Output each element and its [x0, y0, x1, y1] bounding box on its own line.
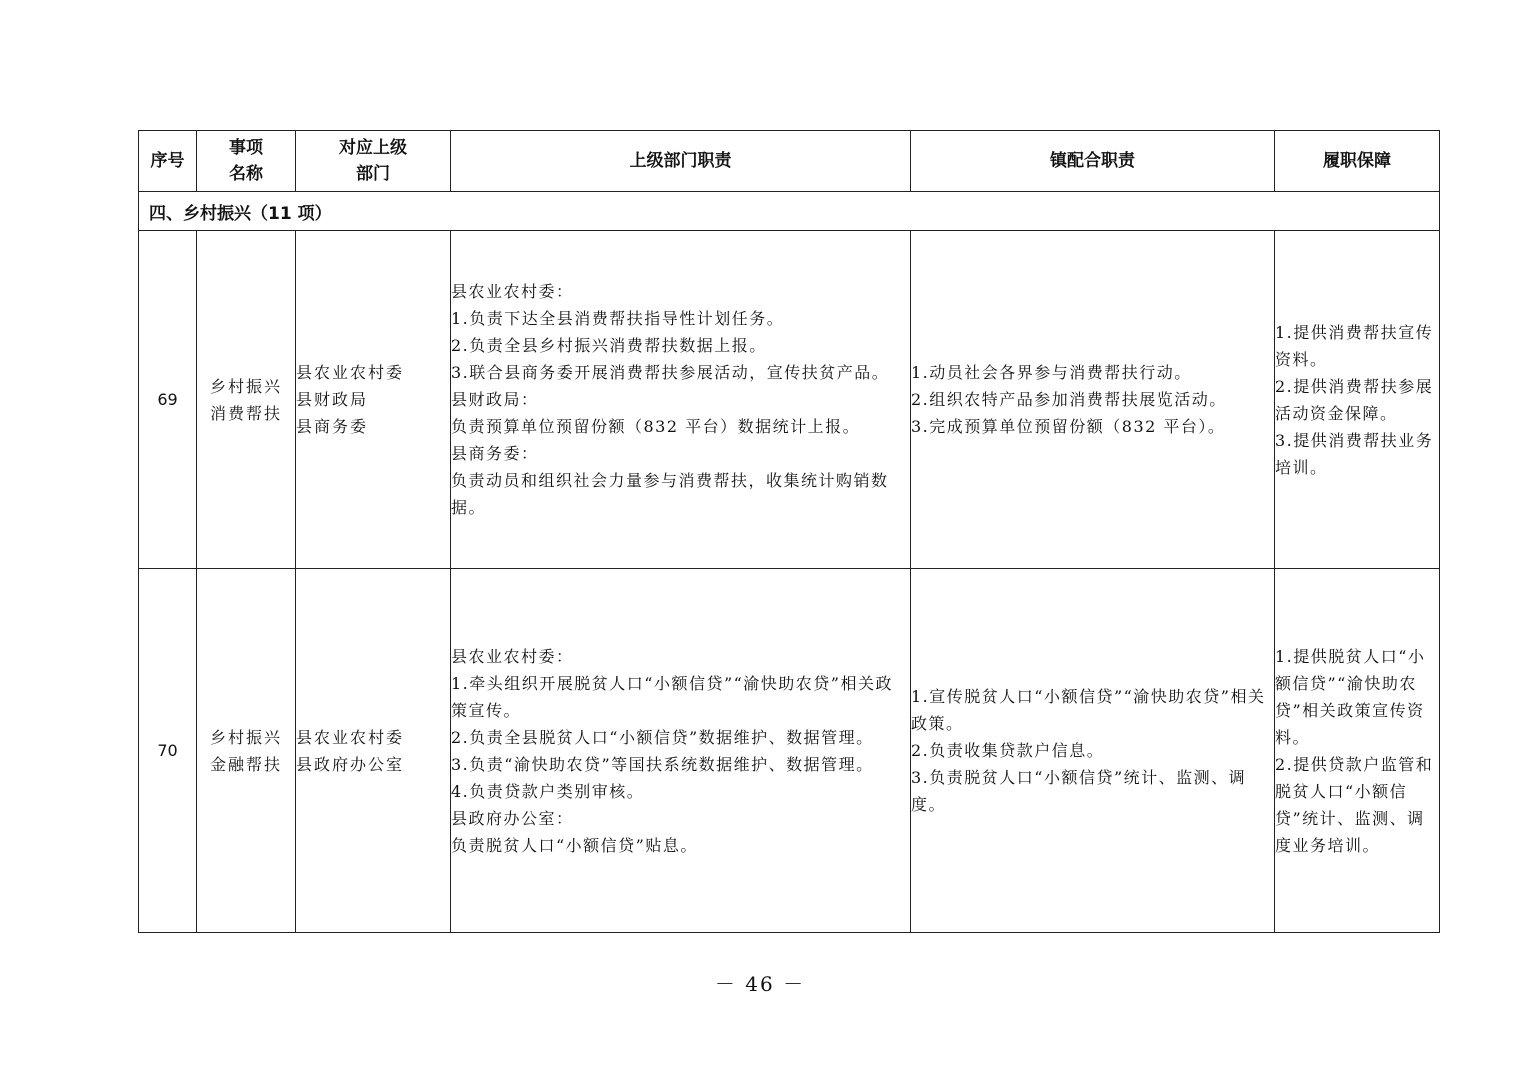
text-line: 2.提供贷款户监管和脱贫人口“小额信贷”统计、监测、调度业务培训。: [1275, 754, 1434, 855]
text-line: 县农业农村委：: [451, 646, 574, 666]
text-line: 3.负责脱贫人口“小额信贷”统计、监测、调度。: [911, 768, 1247, 814]
text-line: 3.负责“渝快助农贷”等国扶系统数据维护、数据管理。: [451, 754, 874, 774]
header-cell: [139, 131, 197, 192]
header-label: 履职保障: [1323, 151, 1391, 171]
text-line: 2.负责全县脱贫人口“小额信贷”数据维护、数据管理。: [451, 727, 874, 747]
text-line: 县农业农村委：: [451, 282, 574, 301]
text-line: 3.提供消费帮扶业务培训。: [1275, 430, 1434, 477]
header-cell: [451, 131, 911, 192]
text-line: 4.负责贷款户类别审核。: [451, 781, 645, 801]
header-label: 事项 名称: [229, 138, 263, 184]
text-line: 县财政局: [296, 390, 369, 409]
header-cell: [1275, 131, 1440, 192]
text-line: 2.组织农特产品参加消费帮扶展览活动。: [911, 390, 1227, 409]
upper-departments: [296, 569, 451, 933]
page-number: － 46 －: [714, 972, 806, 996]
item-name: [197, 569, 296, 933]
text-line: 1.负责下达全县消费帮扶指导性计划任务。: [451, 309, 785, 328]
text-line: 负责脱贫人口“小额信贷”贴息。: [451, 835, 698, 855]
text-line: 县政府办公室: [296, 754, 405, 774]
text-line: 1.提供消费帮扶宣传资料。: [1275, 322, 1434, 369]
upper-departments: [296, 231, 451, 569]
text-line: 县商务委：: [451, 444, 539, 463]
text-line: 1.牵头组织开展脱贫人口“小额信贷”“渝快助农贷”相关政策宣传。: [451, 673, 893, 720]
header-label: 序号: [150, 151, 185, 171]
duty-guarantee: [1275, 569, 1440, 933]
town-duties: [911, 569, 1275, 933]
duty-guarantee: [1275, 231, 1440, 569]
header-label: 对应上级 部门: [339, 138, 407, 184]
row-number: 70: [139, 569, 197, 933]
item-name: [197, 231, 296, 569]
text-line: 消费帮扶: [209, 403, 282, 423]
text-line: 乡村振兴: [209, 376, 282, 396]
upper-duties: [451, 569, 911, 933]
upper-duties: [451, 231, 911, 569]
header-cell: [911, 131, 1275, 192]
section-row: [139, 192, 1440, 231]
text-line: 3.完成预算单位预留份额（832 平台）。: [911, 417, 1226, 436]
header-row: [139, 131, 1440, 192]
text-line: 1.动员社会各界参与消费帮扶行动。: [911, 363, 1192, 382]
row-number: 69: [139, 231, 197, 569]
duties-table: [138, 130, 1440, 933]
text-line: 金融帮扶: [209, 754, 282, 774]
text-line: 3.联合县商务委开展消费帮扶参展活动，宣传扶贫产品。: [451, 363, 890, 382]
text-line: 乡村振兴: [209, 727, 282, 747]
section-title: 四、乡村振兴（11 项）: [139, 192, 1440, 231]
text-line: 县农业农村委: [296, 363, 405, 382]
header-cell: [296, 131, 451, 192]
text-line: 县商务委: [296, 417, 369, 436]
text-line: 县财政局：: [451, 390, 539, 409]
text-line: 1.宣传脱贫人口“小额信贷”“渝快助农贷”相关政策。: [911, 687, 1266, 733]
text-line: 负责动员和组织社会力量参与消费帮扶，收集统计购销数据。: [451, 471, 889, 517]
header-label: 上级部门职责: [629, 151, 732, 171]
text-line: 2.负责全县乡村振兴消费帮扶数据上报。: [451, 336, 767, 355]
text-line: 1.提供脱贫人口“小额信贷”“渝快助农贷”相关政策宣传资料。: [1275, 646, 1426, 747]
table-row: [139, 569, 1440, 933]
text-line: 2.负责收集贷款户信息。: [911, 741, 1105, 760]
text-line: 2.提供消费帮扶参展活动资金保障。: [1275, 376, 1434, 423]
table-row: [139, 231, 1440, 569]
town-duties: [911, 231, 1275, 569]
header-cell: [197, 131, 296, 192]
text-line: 县农业农村委: [296, 727, 405, 747]
text-line: 县政府办公室：: [451, 808, 574, 828]
header-label: 镇配合职责: [1050, 151, 1135, 171]
text-line: 负责预算单位预留份额（832 平台）数据统计上报。: [451, 417, 861, 436]
